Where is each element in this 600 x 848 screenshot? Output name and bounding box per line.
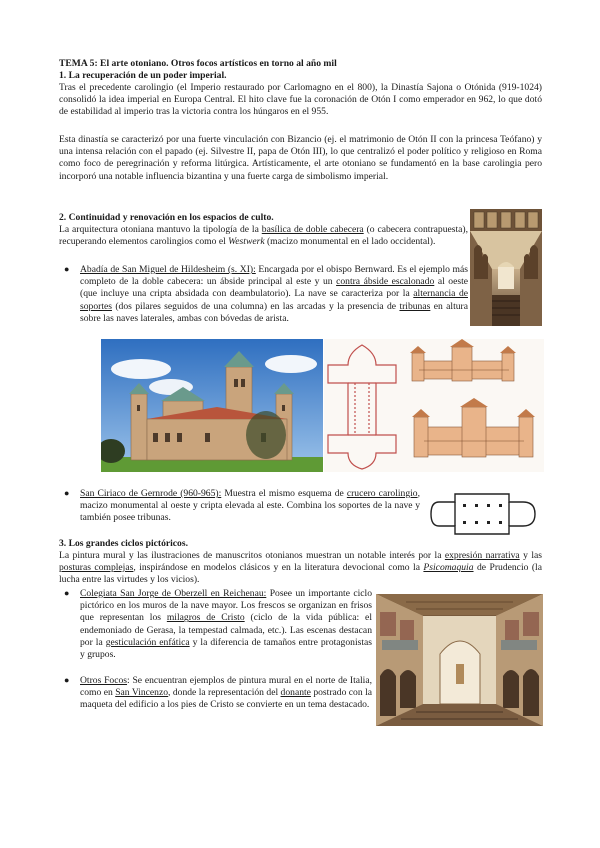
bullet-dot: ●	[64, 675, 70, 685]
reichenau-title: Colegiata San Jorge de Oberzell en Reichenau:	[80, 588, 267, 599]
section-1-paragraph-2: Esta dinastía se caracterizó por una fuerte vinculación con Bizancio (ej. el matrimonio de Otón II con la princesa Teófano) y una intensa relación con el papado (ej. Silvestre II, papa de Otón III), lo que centralizó el poder político y religioso en Roma como foco de peregrinación y reforma litúrgica. Artísticamente, el arte otoniano se fundamentó en la base carolingia pero incorporó una notable influencia bizantina y una fuerte carga de simbolismo imperial.	[59, 134, 542, 182]
reichenau-nave-photo	[376, 594, 543, 726]
hildesheim-exterior-photo	[101, 339, 323, 472]
section-3-heading: 3. Los grandes ciclos pictóricos.	[59, 538, 188, 549]
bullet-dot: ●	[64, 488, 70, 498]
gernrode-plan-drawing	[427, 488, 542, 540]
section-3-intro: La pintura mural y las ilustraciones de manuscritos otonianos muestran un notable interés por la expresión narrativa y las posturas complejas, inspirándose en modelos clásicos y en la literatura devocional como la Psicomaquia de Prudencio (la lucha entre las virtudes y los vicios).	[59, 550, 542, 586]
page-title: TEMA 5: El arte otoniano. Otros focos artísticos en torno al año mil	[59, 58, 337, 69]
otros-focos-title: Otros Focos	[80, 675, 128, 686]
hildesheim-plan-drawing	[324, 339, 544, 472]
hildesheim-bullet: Abadía de San Miguel de Hildesheim (s. XI): Encargada por el obispo Bernward. Es el ejemplo más completo de la doble cabecera: un ábside principal al este y un contra ábside escalonado al oeste (que incluye una cripta absidada con deambulatorio). La nave se caracteriza por la alternancia de soportes (dos pilares seguidos de una columna) en las arcadas y la presencia de tribunas en altura sobre las naves laterales, ambas con bóvedas de arista.	[80, 264, 468, 324]
section-1-heading: 1. La recuperación de un poder imperial.	[59, 70, 227, 81]
section-2-heading: 2. Continuidad y renovación en los espacios de culto.	[59, 212, 274, 223]
reichenau-bullet: Colegiata San Jorge de Oberzell en Reichenau: Posee un importante ciclo pictórico en los muros de la nave mayor. Los frescos se organizan en frisos que representan los milagros de Cristo (ciclo de la vida pública: el endemoniado de Gerasa, la tempestad calmada, etc.). Las escenas destacan por la gesticulación enfática y la diferencia de tamaños entre protagonistas y grupos.	[80, 588, 372, 661]
bullet-dot: ●	[64, 264, 70, 274]
section-1-paragraph-1: Tras el precedente carolingio (el Imperio restaurado por Carlomagno en el 800), la Dinastía Sajona o Otónida (919-1024) consolidó la idea imperial en Europa Central. El hito clave fue la coronación de Otón I como emperador en 962, lo que dotó de estabilidad al imperio tras la victoria contra los húngaros en el 955.	[59, 82, 542, 118]
section-2-intro: La arquitectura otoniana mantuvo la tipología de la basílica de doble cabecera (o cabecera contrapuesta), recuperando elementos carolingios como el Westwerk (macizo monumental en el lado occidental).	[59, 224, 468, 248]
otros-focos-bullet: Otros Focos: Se encuentran ejemplos de pintura mural en el norte de Italia, como en San Vincenzo, donde la representación del donante postrado con la maqueta del edificio a los pies de Cristo se convierte en un tema destacado.	[80, 675, 373, 711]
basilica-doble-cabecera-link: basílica de doble cabecera	[261, 224, 364, 235]
bullet-dot: ●	[64, 588, 70, 598]
hildesheim-title: Abadía de San Miguel de Hildesheim (s. XI):	[80, 264, 256, 275]
gernrode-title: San Ciriaco de Gernrode (960-965):	[80, 488, 222, 499]
hildesheim-nave-photo	[470, 209, 542, 326]
gernrode-bullet: San Ciriaco de Gernrode (960-965): Muestra el mismo esquema de crucero carolingio, macizo monumental al oeste y cripta elevada al este. Combina los soportes de la nave y también posee tribunas.	[80, 488, 420, 524]
